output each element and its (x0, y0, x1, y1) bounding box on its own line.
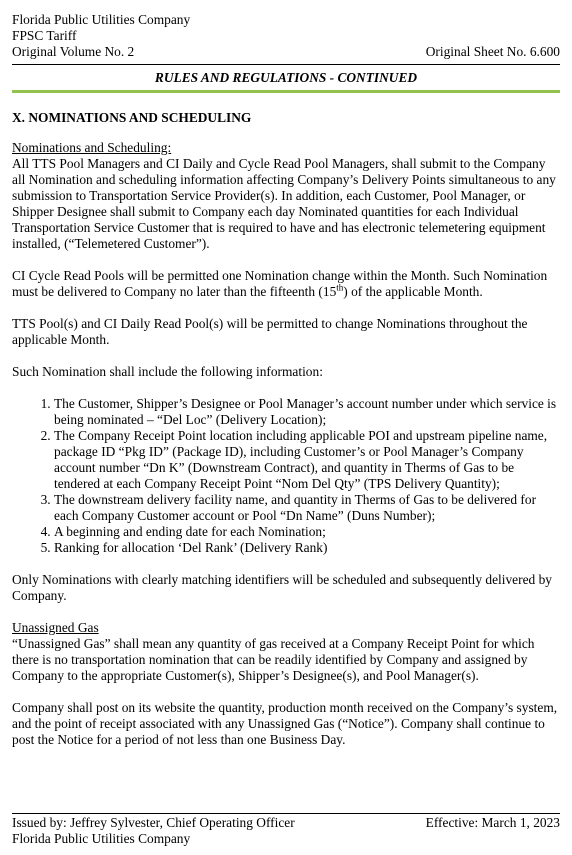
footer-effective-date: Effective: March 1, 2023 (425, 815, 560, 830)
nominations-paragraph-2: CI Cycle Read Pools will be permitted one Nomination change within the Month. Such Nomination must be delivered to Company no later than the fifteenth (15th) of the applicable Month. (12, 268, 548, 299)
header-divider (12, 64, 560, 65)
green-divider (12, 90, 560, 93)
nominations-paragraph-3: TTS Pool(s) and CI Daily Read Pool(s) will be permitted to change Nominations throughout the applicable Month. (12, 316, 528, 347)
unassigned-paragraph-1: “Unassigned Gas” shall mean any quantity of gas received at a Company Receipt Point for which there is no transportation nomination that can be readily identified by Company and assigned by Company to the appropriate Customer(s), Shipper’s Designee(s), and Pool Manager(s). (12, 636, 535, 683)
header-tariff: FPSC Tariff (12, 28, 77, 43)
list-item: 2. The Company Receipt Point location including applicable POI and upstream pipeline name, package ID “Pkg ID” (Package ID), including Customer’s or Pool Manager’s Company account number “Dn K” (Downstream Contract), and quantity in Therms of Gas to be tendered at each Company Receipt Point “Nom Del Qty” (TPS Delivery Quantity); (54, 428, 560, 492)
nominations-paragraph-5: Only Nominations with clearly matching identifiers will be scheduled and subsequently delivered by Company. (12, 572, 552, 603)
nominations-paragraph-1: All TTS Pool Managers and CI Daily and Cycle Read Pool Managers, shall submit to the Company all Nomination and scheduling information affecting Company’s Delivery Points simultaneous to any submission to Transportation Service Provider(s). In addition, each Customer, Pool Manager, or Shipper Designee shall submit to Company each day Nominated quantities for each Individual Transportation Service Customer that is required to have and has electronic telemetering equipment installed, (“Telemetered Customer”). (12, 156, 556, 251)
header-volume-row (12, 44, 560, 60)
nominations-subheading: Nominations and Scheduling: (12, 140, 172, 155)
header-sheet: Original Sheet No. 6.600 (425, 44, 560, 59)
footer-divider (12, 813, 560, 814)
header-volume: Original Volume No. 2 (12, 44, 135, 59)
list-item: 1. The Customer, Shipper’s Designee or Pool Manager’s account number under which service is being nominated – “Del Loc” (Delivery Location); (54, 396, 560, 428)
header-company: Florida Public Utilities Company (12, 12, 191, 27)
section-heading: X. NOMINATIONS AND SCHEDULING (12, 110, 252, 125)
nominations-paragraph-4: Such Nomination shall include the following information: (12, 364, 323, 379)
footer-company: Florida Public Utilities Company (12, 831, 191, 846)
tariff-page (12, 12, 560, 748)
list-item: 4. A beginning and ending date for each Nomination; (54, 524, 560, 540)
section-title: RULES AND REGULATIONS - CONTINUED (154, 70, 418, 85)
footer-issued-by: Issued by: Jeffrey Sylvester, Chief Operating Officer (12, 815, 295, 830)
unassigned-subheading: Unassigned Gas (12, 620, 99, 635)
unassigned-paragraph-2: Company shall post on its website the quantity, production month received on the Company’s system, and the point of receipt associated with any Unassigned Gas (“Notice”). Company shall continue to post the Notice for a period of not less than one Business Day. (12, 700, 558, 747)
list-item: 5. Ranking for allocation ‘Del Rank’ (Delivery Rank) (54, 540, 560, 556)
footer-issued-row (12, 815, 560, 831)
nomination-info-list (12, 396, 560, 556)
list-item: 3. The downstream delivery facility name, and quantity in Therms of Gas to be delivered for each Company Customer account or Pool “Dn Name” (Duns Number); (54, 492, 560, 524)
page-footer (12, 813, 560, 847)
